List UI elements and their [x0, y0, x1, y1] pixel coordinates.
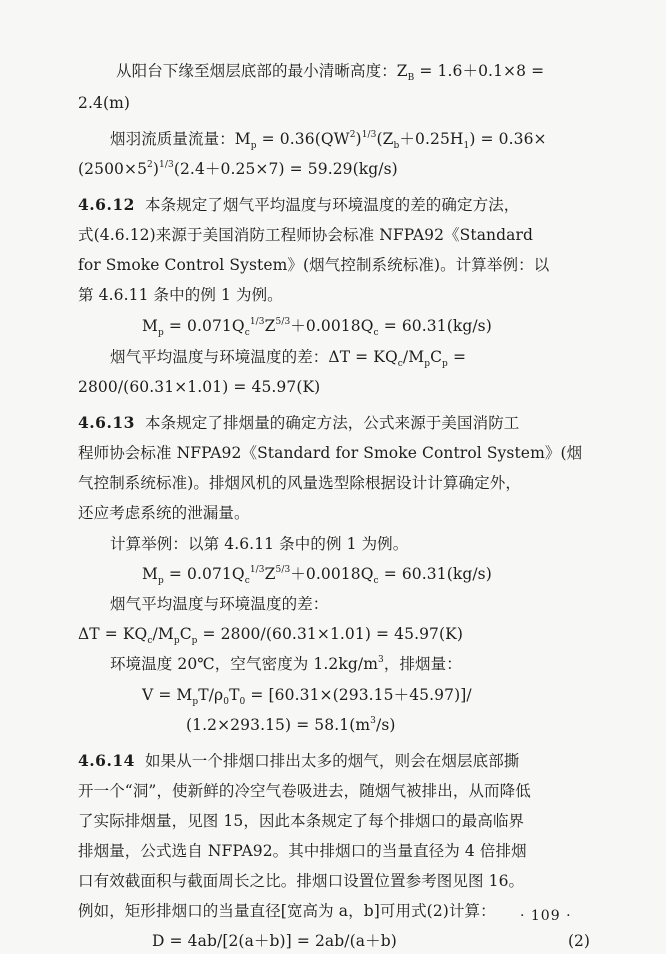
text-line: $(2500\times 5^2)^{1/3}(2.4+0.25\times 7) = 59.29(kg/s)$	[78, 160, 398, 178]
equation-line: $V = M_pT/\rho_0T_0 = [60.31\times(293.15+45.97)]/$	[142, 686, 472, 707]
text-line: 环境温度 20℃，空气密度为 $1.2kg/m^3$，排烟量：	[110, 655, 462, 673]
text-line: 烟羽流质量流量：$M_p = 0.36(QW^2)^{1/3}(Z_b+0.25H_1) = 0.36\times$	[110, 130, 547, 151]
equation-line: $M_p = 0.071Q_c^{1/3}Z^{5/3}+0.0018Q_c = 60.31(kg/s)$	[142, 565, 492, 586]
section-number: 4.6.13	[78, 413, 135, 432]
section-paragraph: 4.6.13 本条规定了排烟量的确定方法，公式来源于美国消防工	[78, 413, 520, 432]
text-line: 烟气平均温度与环境温度的差：$\Delta T = KQ_c/M_pC_p$ =	[110, 348, 467, 369]
text-line: 口有效截面积与截面周长之比。排烟口设置位置参考图见图 16。	[78, 872, 525, 890]
text-line: 从阳台下缘至烟层底部的最小清晰高度：$Z_B = 1.6+0.1\times 8$ =	[116, 62, 545, 83]
section-paragraph: 4.6.14 如果从一个排烟口排出太多的烟气，则会在烟层底部撕	[78, 751, 520, 770]
text-line: 还应考虑系统的泄漏量。	[78, 504, 250, 522]
text-line: 烟气平均温度与环境温度的差：	[110, 595, 329, 613]
equation-line: $\Delta T = KQ_c/M_pC_p = 2800/(60.31\times 1.01) = 45.97(K)$	[78, 625, 463, 646]
text-line: 排烟量，公式选自 NFPA92。其中排烟口的当量直径为 4 倍排烟	[78, 842, 527, 860]
text-line: 气控制系统标准)。排烟风机的风量选型除根据设计计算确定外，	[78, 474, 521, 492]
text-line: 式(4.6.12)来源于美国消防工程师协会标准 NFPA92《Standard	[78, 226, 534, 244]
equation-number: (2)	[568, 932, 590, 950]
text-line: 例如，矩形排烟口的当量直径[宽高为 a，b]可用式(2)计算：	[78, 902, 496, 920]
section-paragraph: 4.6.12 本条规定了烟气平均温度与环境温度的差的确定方法，	[78, 195, 520, 214]
text-line: 第 4.6.11 条中的例 1 为例。	[78, 286, 283, 304]
section-number: 4.6.12	[78, 195, 135, 214]
text-line: 了实际排烟量，见图 15，因此本条规定了每个排烟口的最高临界	[78, 812, 525, 830]
text-line: 程师协会标准 NFPA92《Standard for Smoke Control System》(烟	[78, 444, 583, 462]
equation-line: $(1.2\times 293.15) = 58.1(m^3/s)$	[186, 716, 396, 734]
text-line: 开一个“洞”，使新鲜的冷空气卷吸进去，随烟气被排出，从而降低	[78, 782, 531, 800]
text-line: 2800/(60.31×1.01) = 45.97(K)	[78, 378, 321, 396]
equation-line: $M_p = 0.071Q_c^{1/3}Z^{5/3}+0.0018Q_c = 60.31(kg/s)$	[142, 317, 492, 338]
page-number: · 109 ·	[520, 908, 572, 924]
text-line: 2.4(m)	[78, 94, 131, 112]
equation-line: D = 4ab/[2(a＋b)] = 2ab/(a＋b)	[152, 932, 397, 950]
section-number: 4.6.14	[78, 751, 135, 770]
text-line: 计算举例：以第 4.6.11 条中的例 1 为例。	[110, 535, 409, 553]
text-line: for Smoke Control System》(烟气控制系统标准)。计算举例：以	[78, 256, 550, 274]
